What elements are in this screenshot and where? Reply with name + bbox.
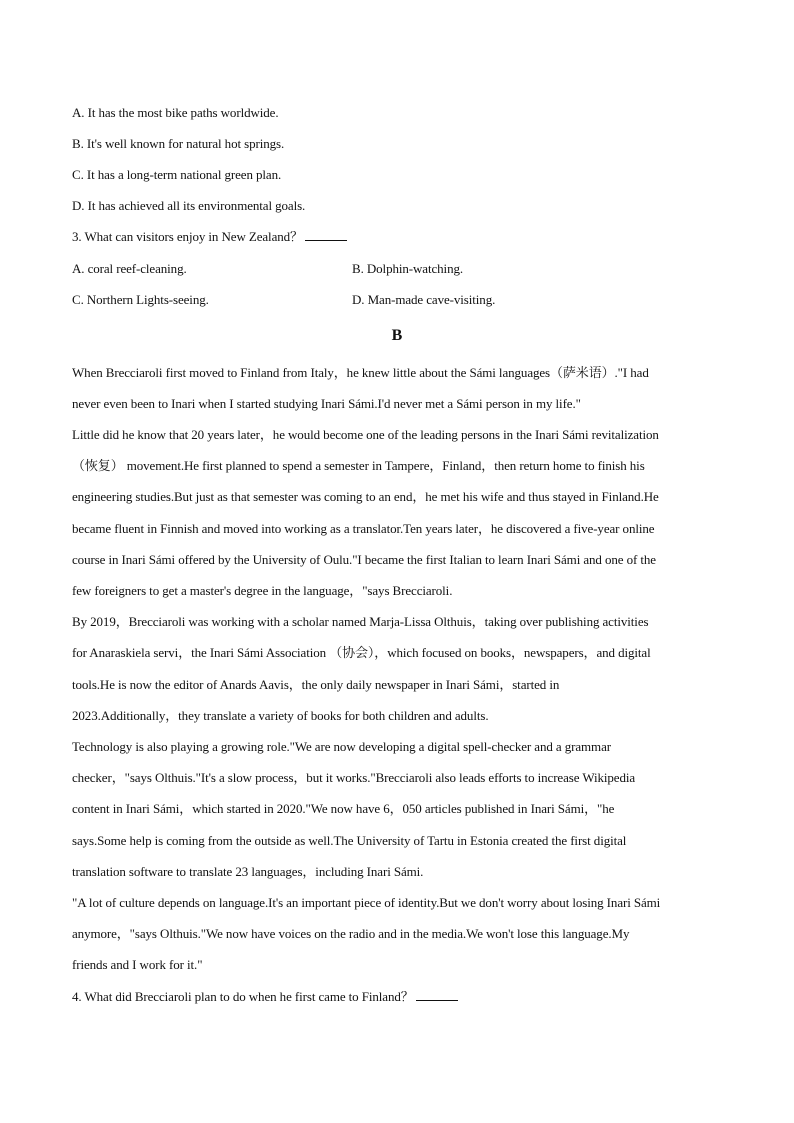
passage-line: translation software to translate 23 languages，including Inari Sámi. <box>72 864 424 879</box>
option-3d: D. Man-made cave-visiting. <box>352 292 496 307</box>
passage-line: says.Some help is coming from the outside as well.The University of Tartu in Estonia created the first digital <box>72 833 627 848</box>
option-2d: D. It has achieved all its environmental goals. <box>72 198 306 213</box>
passage-line: few foreigners to get a master's degree in the language，"says Brecciaroli. <box>72 583 453 598</box>
option-2a: A. It has the most bike paths worldwide. <box>72 105 279 120</box>
passage-line: （恢复） movement.He first planned to spend a semester in Tampere，Finland，then return home to finish his <box>72 458 645 473</box>
passage-line: "A lot of culture depends on language.It's an important piece of identity.But we don't worry about losing Inari Sámi <box>72 895 661 910</box>
passage-line: never even been to Inari when I started studying Inari Sámi.I'd never met a Sámi person in my life." <box>72 396 581 411</box>
question-3-text: 3. What can visitors enjoy in New Zealand？ <box>72 229 303 244</box>
question-4 <box>72 989 458 1005</box>
passage-line: checker，"says Olthuis."It's a slow process，but it works."Brecciaroli also leads efforts to increase Wikipedia <box>72 770 636 785</box>
passage-line: Little did he know that 20 years later，he would become one of the leading persons in the Inari Sámi revitalization <box>72 427 659 442</box>
option-3c: C. Northern Lights-seeing. <box>72 292 209 307</box>
passage-line: course in Inari Sámi offered by the University of Oulu."I became the first Italian to learn Inari Sámi and one of the <box>72 552 656 567</box>
passage-line: When Brecciaroli first moved to Finland from Italy，he knew little about the Sámi languages（萨米语）."I had <box>72 365 649 380</box>
passage-line: became fluent in Finnish and moved into working as a translator.Ten years later，he discovered a five-year online <box>72 521 655 536</box>
passage-line: for Anaraskiela servi，the Inari Sámi Association （协会），which focused on books，newspapers，and digital <box>72 645 651 660</box>
passage-line: By 2019，Brecciaroli was working with a scholar named Marja-Lissa Olthuis，taking over publishing activities <box>72 614 649 629</box>
option-3b: B. Dolphin-watching. <box>352 261 464 276</box>
section-heading: B <box>391 327 403 344</box>
answer-blank[interactable] <box>416 989 458 1001</box>
option-2b: B. It's well known for natural hot springs. <box>72 136 285 151</box>
answer-blank[interactable] <box>305 229 347 241</box>
passage-line: friends and I work for it." <box>72 957 203 972</box>
option-3a: A. coral reef-cleaning. <box>72 261 187 276</box>
question-4-text: 4. What did Brecciaroli plan to do when he first came to Finland？ <box>72 989 414 1004</box>
question-3 <box>72 229 347 245</box>
passage-line: engineering studies.But just as that semester was coming to an end，he met his wife and thus stayed in Finland.He <box>72 489 659 504</box>
passage-line: anymore，"says Olthuis."We now have voices on the radio and in the media.We won't lose this language.My <box>72 926 630 941</box>
passage-line: Technology is also playing a growing role."We are now developing a digital spell-checker and a grammar <box>72 739 611 754</box>
passage-line: tools.He is now the editor of Anards Aavis，the only daily newspaper in Inari Sámi，started in <box>72 677 560 692</box>
option-2c: C. It has a long-term national green plan. <box>72 167 282 182</box>
passage-line: 2023.Additionally，they translate a variety of books for both children and adults. <box>72 708 489 723</box>
passage-line: content in Inari Sámi，which started in 2020."We now have 6，050 articles published in Inari Sámi，"he <box>72 801 615 816</box>
